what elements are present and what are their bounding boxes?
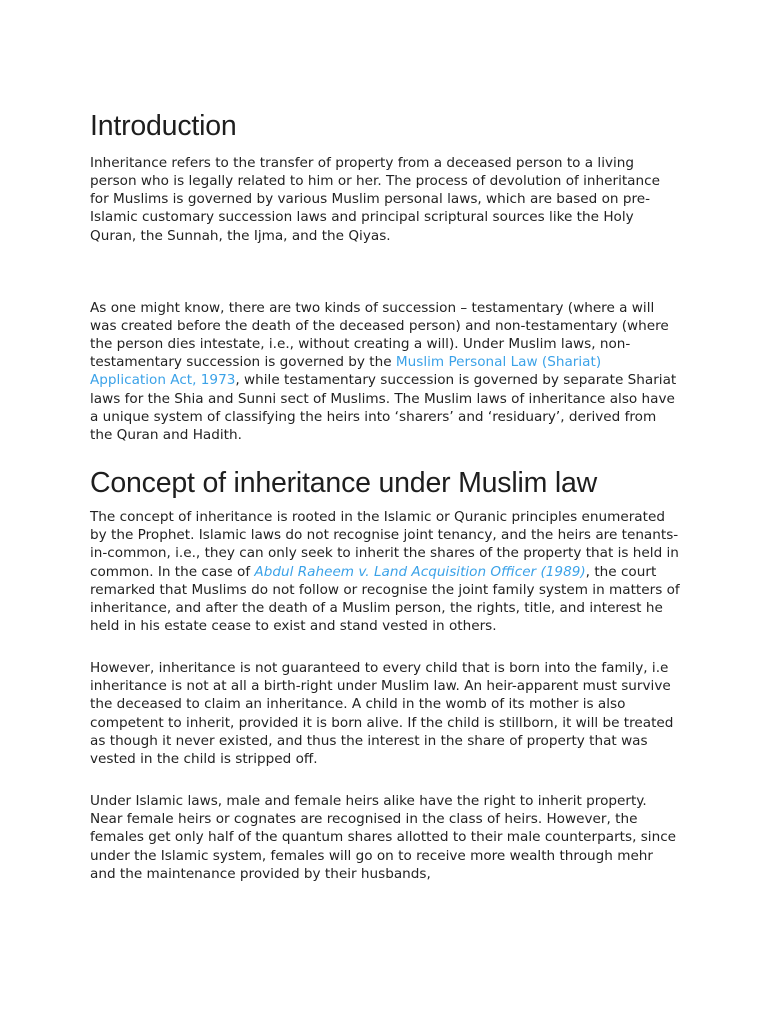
succession-text-before-link: As one might know, there are two kinds of succession – testamentary (where a will was created before the death of the deceased person) and non-testamentary (where the person dies intestate, i.e., without creating a will). Under Muslim laws, non-testamentary succession is governed by the (90, 299, 669, 371)
guarantee-paragraph: However, inheritance is not guaranteed to every child that is born into the family, i.e inheritance is not at all a birth-right under Muslim law. An heir-apparent must survive the deceased to claim an inheritance. A child in the womb of its mother is also competent to inherit, provided it is born alive. If the child is stillborn, it will be treated as though it never existed, and thus the interest in the share of property that was vested in the child is stripped off. (90, 660, 674, 767)
gender-paragraph: Under Islamic laws, male and female heirs alike have the right to inherit property. Near female heirs or cognates are recognised in the class of heirs. However, the females get only half of the quantum shares allotted to their male counterparts, since under the Islamic system, females will go on to receive more wealth through mehr and the maintenance provided by their husbands, (90, 793, 677, 882)
intro-paragraph: Inheritance refers to the transfer of property from a deceased person to a living person who is legally related to him or her. The process of devolution of inheritance for Muslims is governed by various Muslim personal laws, which are based on pre-Islamic customary succession laws and principal scriptural sources like the Holy Quran, the Sunnah, the Ijma, and the Qiyas. (90, 155, 660, 244)
concept-paragraph (90, 508, 680, 635)
succession-paragraph (90, 299, 680, 444)
introduction-heading: Introduction (90, 110, 237, 142)
shariat-act-link[interactable]: Muslim Personal Law (Shariat) Application Act, 1973 (90, 354, 602, 389)
concept-text-before-link: The concept of inheritance is rooted in the Islamic or Quranic principles enumerated by the Prophet. Islamic laws do not recognise joint tenancy, and the heirs are tenants-in-common, i.e., they can only seek to inherit the shares of the property that is held in common. In the case of (90, 509, 679, 580)
succession-text-after-link: , while testamentary succession is governed by separate Shariat laws for the Shia and Sunni sect of Muslims. The Muslim laws of inheritance also have a unique system of classifying the heirs into ‘sharers’ and ‘residuary’, derived from the Quran and Hadith. (90, 372, 677, 443)
document-page (90, 96, 680, 883)
concept-text-after-link: , the court remarked that Muslims do not follow or recognise the joint family system in matters of inheritance, and after the death of a Muslim person, the rights, title, and interest he held in his estate cease to exist and stand vested in others. (90, 563, 680, 634)
case-citation-link[interactable]: Abdul Raheem v. Land Acquisition Officer (1989) (254, 563, 586, 580)
concept-heading: Concept of inheritance under Muslim law (90, 467, 598, 500)
